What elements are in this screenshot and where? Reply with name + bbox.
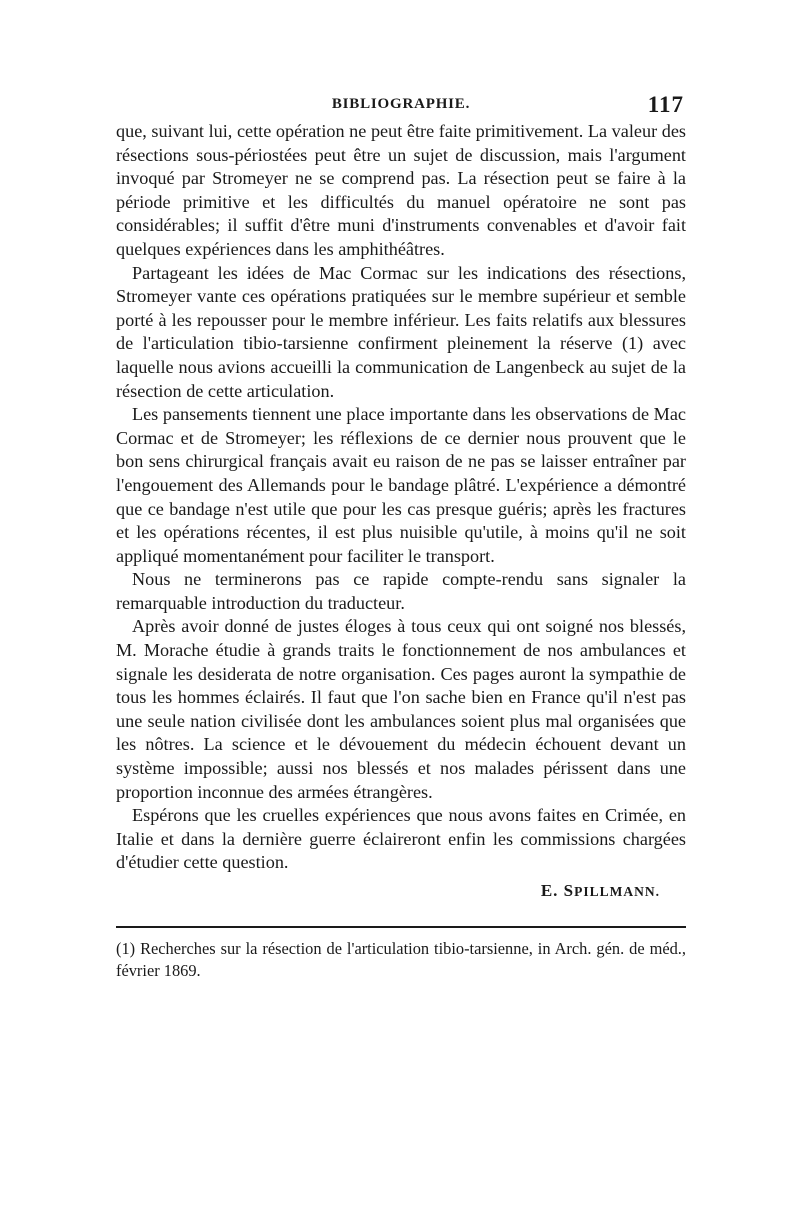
signature-initial: E. S — [540, 881, 575, 900]
body-text — [116, 120, 686, 875]
paragraph-5: Après avoir donné de justes éloges à tous ceux qui ont soigné nos blessés, M. Morache étudie à grands traits le fonctionnement de nos ambulances et signale les desiderata de notre organisation. Ces pages auront la sympathie de tous les hommes éclairés. Il faut que l'on sache bien en France qu'il n'est pas une seule nation civilisée dont les ambulances soient plus mal organisées que les nôtres. La science et le dévouement du médecin échouent devant un système impossible; aussi nos blessés et nos malades périssent dans une proportion inconnue des armées étrangères. — [116, 616, 686, 802]
signature-rest: PILLMANN. — [574, 884, 660, 899]
paragraph-2: Partageant les idées de Mac Cormac sur les indications des résections, Stromeyer vante ces opérations pratiquées sur le membre supérieur et semble porté à les repousser pour le membre inférieur. Les faits relatifs aux blessures de l'articulation tibio-tarsienne confirment pleinement la réserve (1) avec laquelle nous avions accueilli la communication de Langenbeck au sujet de la résection de cette articulation. — [116, 262, 686, 401]
document-page — [116, 92, 686, 982]
running-title: BIBLIOGRAPHIE. — [331, 96, 471, 112]
footnote: (1) Recherches sur la résection de l'articulation tibio-tarsienne, in Arch. gén. de méd., février 1869. — [116, 939, 686, 980]
page-number: 117 — [647, 92, 684, 117]
paragraph-1: que, suivant lui, cette opération ne peut être faite primitivement. La valeur des résections sous-périostées peut être un sujet de discussion, mais l'argument invoqué par Stromeyer ne se comprend pas. La résection peut se faire à la période primitive et les difficultés du manuel opératoire ne sont pas considérables; il suffit d'être muni d'instruments convenables et d'avoir fait quelques expériences dans les amphithéâtres. — [116, 121, 686, 259]
footnote-rule — [116, 926, 686, 928]
author-signature — [116, 879, 660, 904]
paragraph-6: Espérons que les cruelles expériences que nous avons faites en Crimée, en Italie et dans la dernière guerre éclaireront enfin les commissions chargées d'étudier cette question. — [116, 805, 686, 873]
running-head — [116, 92, 686, 118]
paragraph-3: Les pansements tiennent une place importante dans les observations de Mac Cormac et de Stromeyer; les réflexions de ce dernier nous prouvent que le bon sens chirurgical français avait eu raison de ne pas se laisser entraîner par l'engouement des Allemands pour le bandage plâtré. L'expérience a démontré que ce bandage n'est utile que pour les cas presque guéris; après les fractures et les opérations récentes, il est plus nuisible qu'utile, à moins qu'il ne soit appliqué momentanément pour faciliter le transport. — [116, 404, 686, 566]
paragraph-4: Nous ne terminerons pas ce rapide compte-rendu sans signaler la remarquable introduction du traducteur. — [116, 569, 686, 613]
